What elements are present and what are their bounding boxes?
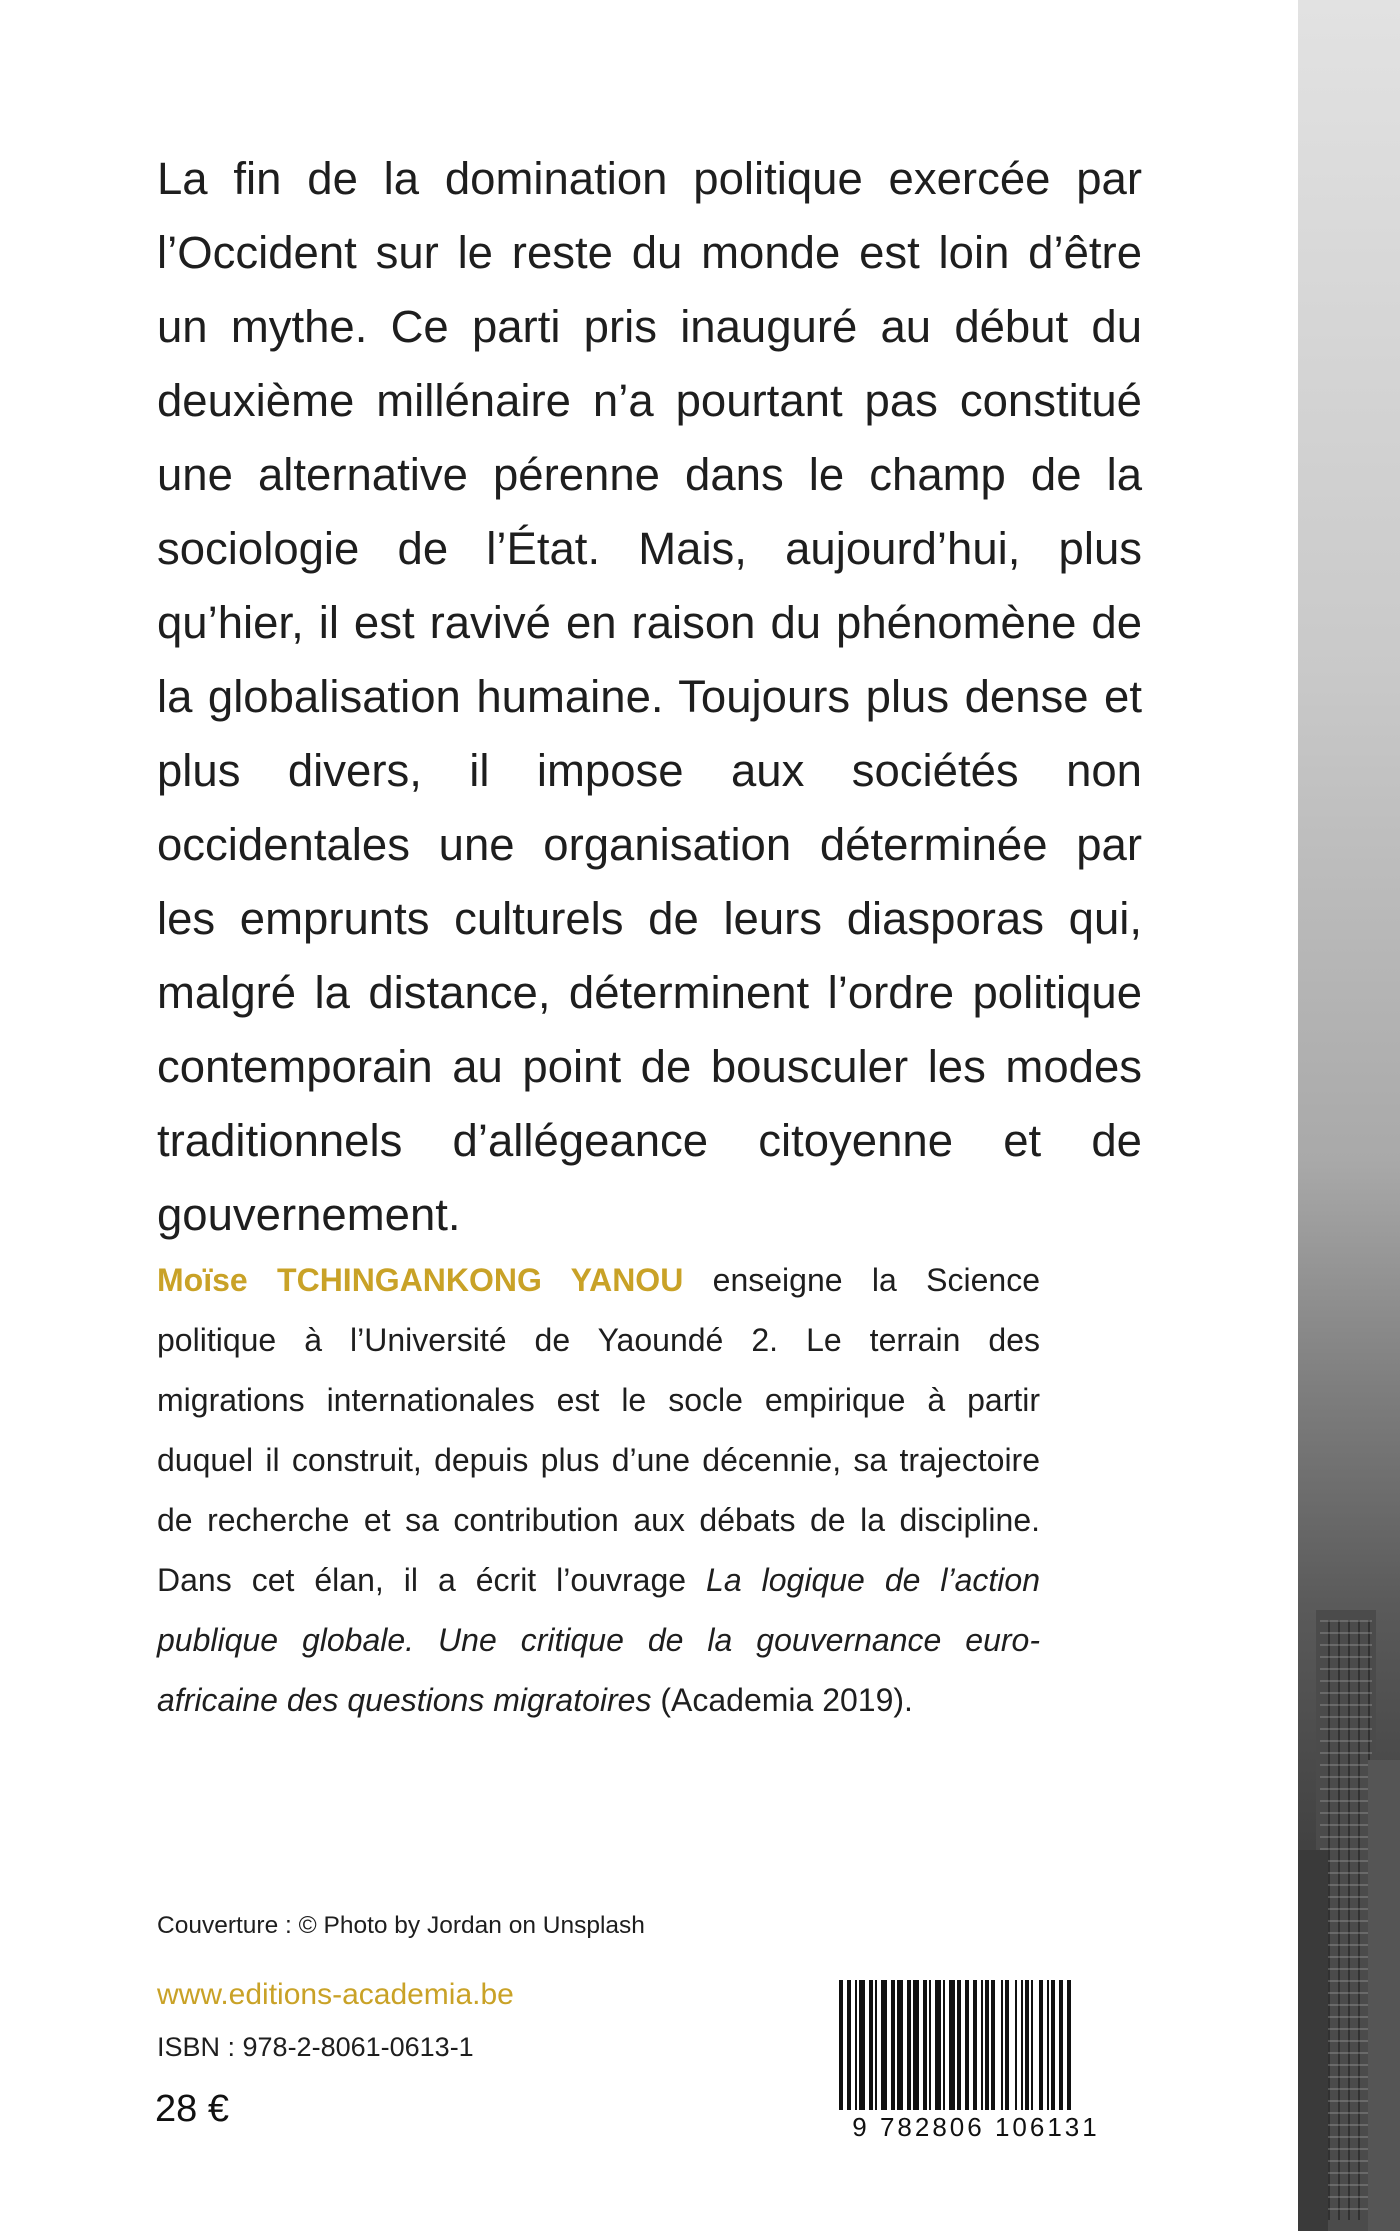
barcode-bar [1051,1980,1055,2110]
barcode-bar [907,1980,911,2110]
barcode-bar [869,1980,873,2110]
barcode-bar [1015,1980,1017,2110]
barcode-bar [965,1980,969,2110]
barcode [815,1976,1137,2144]
author-bio [157,1250,1040,1730]
barcode-bar [913,1980,919,2110]
barcode-bar [847,1980,851,2110]
barcode-bar [973,1980,977,2110]
barcode-bar [935,1980,941,2110]
barcode-bar [875,1980,877,2110]
barcode-bar [1005,1980,1009,2110]
barcode-bar [943,1980,945,2110]
publisher-website[interactable]: www.editions-academia.be [157,1978,514,2011]
barcode-bar [1039,1980,1043,2110]
barcode-bar [923,1980,927,2110]
barcode-bar [855,1980,857,2110]
barcode-bar [1021,1980,1023,2110]
barcode-bar [839,1980,843,2110]
book-title: La logique de l’action publique globale. Une critique de la gouvernance euro-africaine des questions migratoires [157,1562,1041,1718]
barcode-bar [881,1980,887,2110]
barcode-bar [859,1980,865,2110]
barcode-bar [891,1980,895,2110]
cover-photo-strip [1298,0,1400,2231]
barcode-bar [1047,1980,1049,2110]
author-bio-end: (Academia 2019). [651,1682,913,1718]
author-name: Moïse TCHINGANKONG YANOU [157,1262,684,1298]
barcode-bars [815,1976,1137,2116]
barcode-bar [1001,1980,1003,2110]
barcode-bar [1025,1980,1029,2110]
barcode-bar [949,1980,955,2110]
isbn: ISBN : 978-2-8061-0613-1 [157,2032,474,2062]
barcode-bar [981,1980,983,2110]
barcode-bar [991,1980,995,2110]
back-cover-blurb: La fin de la domination politique exercée par l’Occident sur le reste du monde est loin d’être un mythe. Ce parti pris inauguré au début du deuxième millénaire n’a pourtant pas constitué une alternative pérenne dans le champ de la sociologie de l’État. Mais, aujourd’hui, plus qu’hier, il est ravivé en raison du phénomène de la globalisation humaine. Toujours plus dense et plus divers, il impose aux sociétés non occidentales une organisation déterminée par les emprunts culturels de leurs diasporas qui, malgré la distance, déterminent l’ordre politique contemporain au point de bousculer les modes traditionnels d’allégeance citoyenne et de gouvernement. [157,153,1142,1240]
barcode-digits: 9 782806 106131 [852,2112,1100,2142]
cover-credit: Couverture : © Photo by Jordan on Unsplash [157,1912,645,1939]
barcode-bar [1059,1980,1063,2110]
barcode-bar [985,1980,989,2110]
price: 28 € [155,2088,229,2130]
barcode-bar [897,1980,903,2110]
barcode-bar [1067,1980,1071,2110]
barcode-bar [1031,1980,1033,2110]
barcode-bar [929,1980,931,2110]
author-bio-text: enseigne la Science politique à l’Université de Yaoundé 2. Le terrain des migrations internationales est le socle empirique à partir duquel il construit, depuis plus d’une décennie, sa trajectoire de recherche et sa contribution aux débats de la discipline. Dans cet élan, il a écrit l’ouvrage [157,1262,1041,1598]
barcode-bar [957,1980,961,2110]
